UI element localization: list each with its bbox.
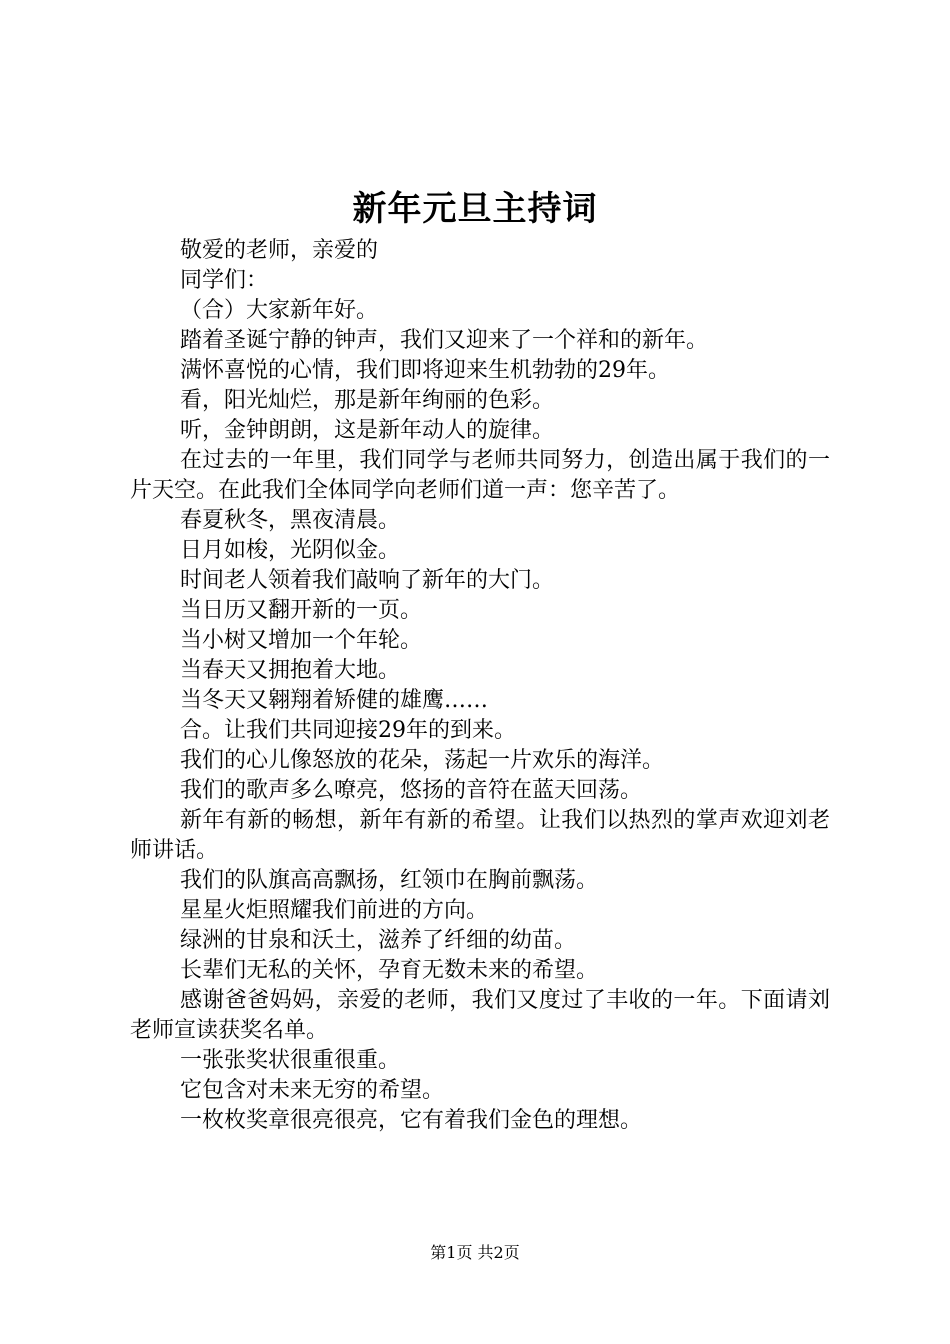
paragraph: 新年有新的畅想，新年有新的希望。让我们以热烈的掌声欢迎刘老师讲话。	[130, 808, 830, 863]
paragraph: 看，阳光灿烂，那是新年绚丽的色彩。	[180, 388, 555, 413]
paragraph: 当日历又翻开新的一页。	[180, 598, 423, 623]
paragraph: 合。让我们共同迎接29年的到来。	[180, 718, 516, 743]
paragraph: 春夏秋冬，黑夜清晨。	[180, 508, 401, 533]
paragraph: 我们的心儿像怒放的花朵，荡起一片欢乐的海洋。	[180, 748, 665, 773]
paragraph: 日月如梭，光阴似金。	[180, 538, 401, 563]
paragraph: 听，金钟朗朗，这是新年动人的旋律。	[180, 418, 555, 443]
paragraph: 在过去的一年里，我们同学与老师共同努力，创造出属于我们的一片天空。在此我们全体同学向老师们道一声：您辛苦了。	[130, 448, 830, 503]
page-footer: 第1页 共2页	[430, 1243, 520, 1262]
paragraph: 一枚枚奖章很亮很亮，它有着我们金色的理想。	[180, 1108, 643, 1133]
paragraph: 长辈们无私的关怀，孕育无数未来的希望。	[180, 958, 599, 983]
paragraph: 满怀喜悦的心情，我们即将迎来生机勃勃的29年。	[180, 358, 670, 383]
paragraph: 踏着圣诞宁静的钟声，我们又迎来了一个祥和的新年。	[180, 328, 709, 353]
paragraph: 同学们：	[180, 268, 269, 293]
document-body	[130, 236, 830, 1136]
document-title: 新年元旦主持词	[352, 189, 598, 229]
paragraph: （合）大家新年好。	[180, 298, 379, 323]
paragraph: 当春天又拥抱着大地。	[180, 658, 401, 683]
paragraph: 敬爱的老师，亲爱的	[180, 238, 379, 263]
paragraph: 它包含对未来无穷的希望。	[180, 1078, 445, 1103]
paragraph: 星星火炬照耀我们前进的方向。	[180, 898, 489, 923]
paragraph: 时间老人领着我们敲响了新年的大门。	[180, 568, 555, 593]
paragraph: 绿洲的甘泉和沃土，滋养了纤细的幼苗。	[180, 928, 577, 953]
paragraph: 我们的队旗高高飘扬，红领巾在胸前飘荡。	[180, 868, 599, 893]
paragraph: 我们的歌声多么嘹亮，悠扬的音符在蓝天回荡。	[180, 778, 643, 803]
paragraph: 感谢爸爸妈妈，亲爱的老师，我们又度过了丰收的一年。下面请刘老师宣读获奖名单。	[130, 988, 830, 1043]
paragraph: 一张张奖状很重很重。	[180, 1048, 401, 1073]
paragraph: 当小树又增加一个年轮。	[180, 628, 423, 653]
paragraph: 当冬天又翱翔着矫健的雄鹰……	[180, 688, 489, 713]
